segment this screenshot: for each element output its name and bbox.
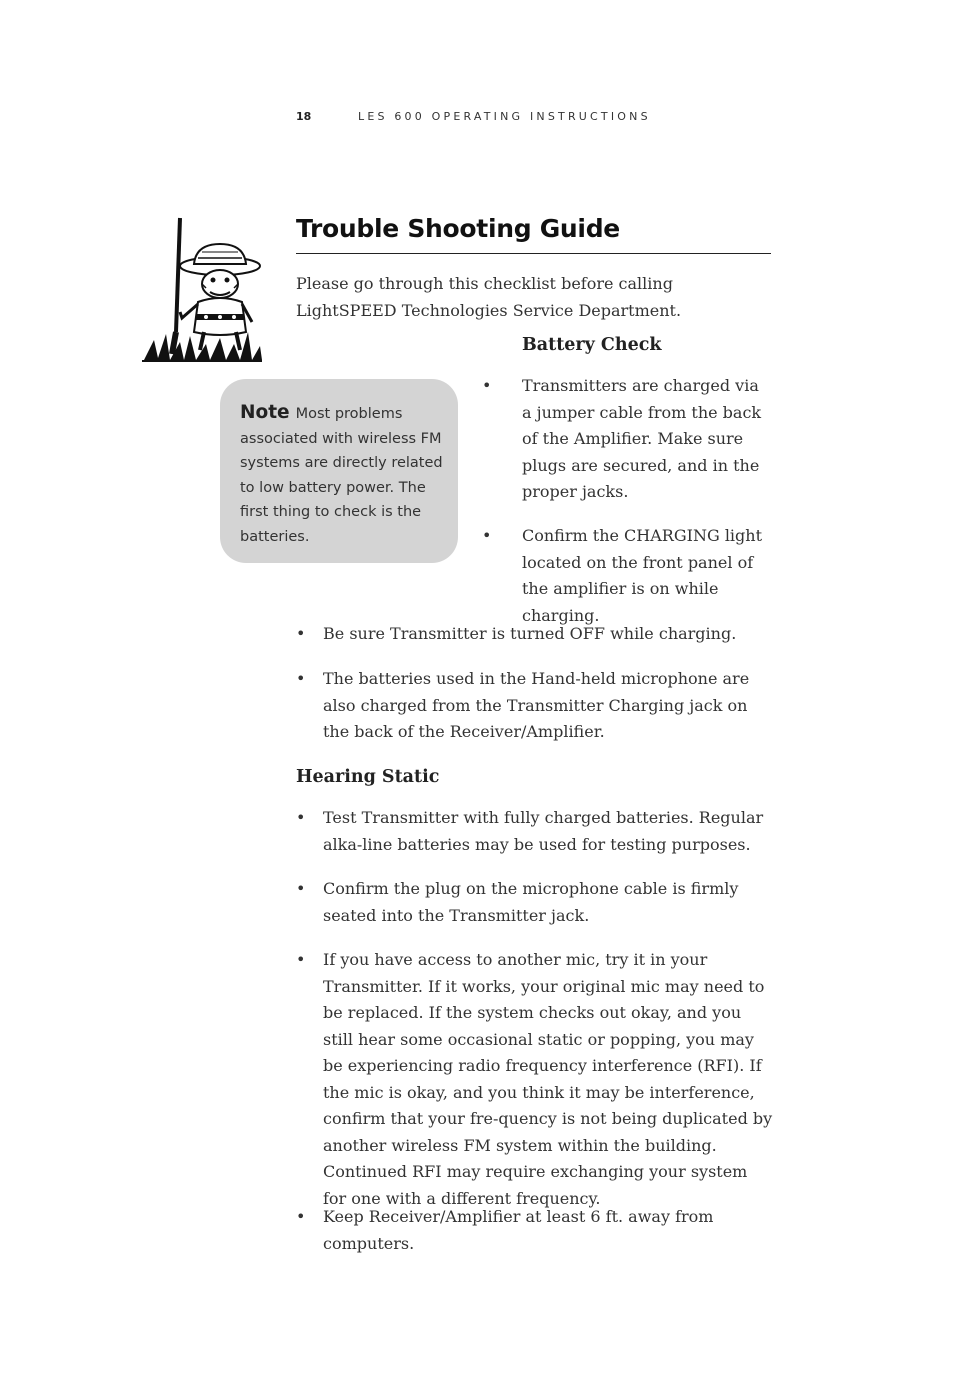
note-callout	[220, 379, 458, 563]
page-number: 18	[296, 110, 312, 123]
note-text: Most problems associated with wireless FM systems are directly related to low battery power. The first thing to check is the batteries.	[240, 406, 443, 545]
running-title: LES 600 OPERATING INSTRUCTIONS	[358, 110, 651, 123]
hearing-static-heading: Hearing Static	[296, 767, 440, 787]
battery-check-heading: Battery Check	[522, 335, 662, 355]
page-header	[296, 110, 651, 123]
intro-paragraph: Please go through this checklist before calling LightSPEED Technologies Service Department.	[296, 274, 682, 320]
page-title: Trouble Shooting Guide	[296, 214, 771, 254]
explorer-illustration-icon	[140, 214, 264, 364]
note-label: Note	[240, 402, 290, 423]
